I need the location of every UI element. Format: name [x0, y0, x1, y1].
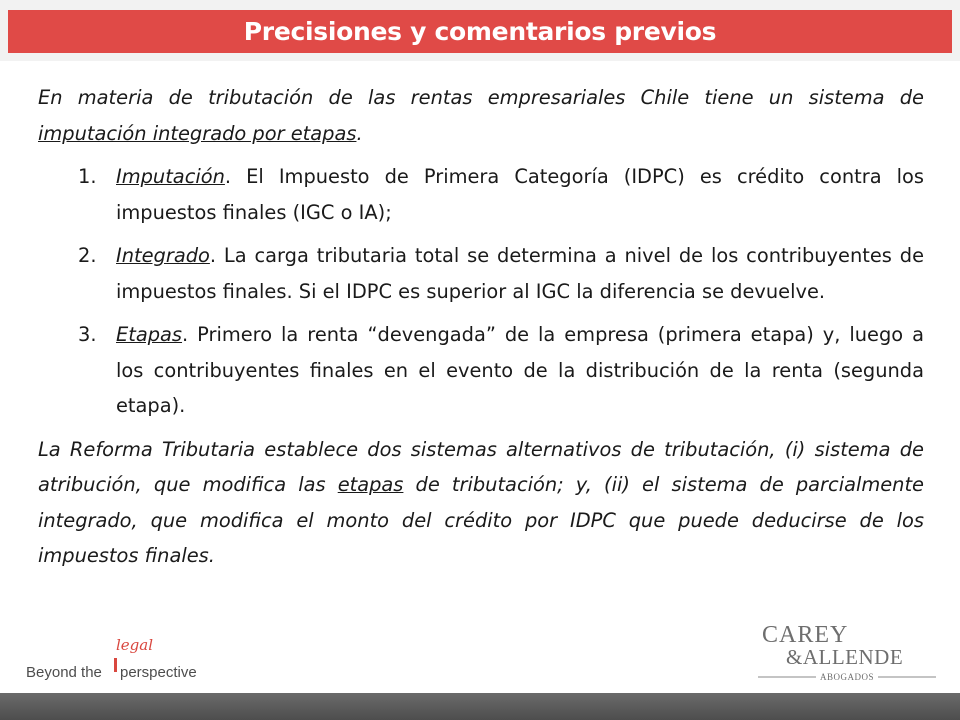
- list-item-number: 1.: [78, 165, 97, 188]
- title-bar: [0, 0, 960, 61]
- slide-body: [38, 80, 924, 574]
- list-item-text: . La carga tributaria total se determina a nivel de los contribuyentes de impuestos finales. Si el IDPC es superior al IGC la diferencia se devuelve.: [116, 244, 924, 303]
- intro-underlined-term: imputación integrado por etapas: [38, 121, 357, 145]
- slide-title: Precisiones y comentarios previos: [243, 17, 717, 46]
- logo-carey-text: CAREY: [762, 622, 849, 648]
- intro-text-after: .: [356, 121, 363, 145]
- intro-paragraph: [38, 80, 924, 151]
- list-item: [38, 317, 924, 424]
- closing-text-before: La Reforma Tributaria establece dos sistemas alternativos de tributación, (i) sistema de atribución, que modifica las: [38, 437, 924, 496]
- intro-text-before: En materia de tributación de las rentas empresariales Chile tiene un sistema de: [38, 86, 924, 109]
- logo-divider-mark: [114, 658, 117, 672]
- title-band: [8, 10, 952, 53]
- closing-paragraph: [38, 432, 924, 574]
- logo-beyond-text: Beyond the: [26, 664, 102, 681]
- list-item-number: 3.: [78, 323, 97, 346]
- bottom-bar: [0, 693, 960, 720]
- closing-text-after: de tributación; y, (ii) el sistema de parcialmente integrado, que modifica el monto del crédito por IDPC que puede deducirse de los impuestos finales.: [38, 473, 924, 567]
- closing-underlined-term: etapas: [337, 473, 404, 496]
- logo-allende-text: &ALLENDE: [786, 645, 904, 669]
- list-item-text: . El Impuesto de Primera Categoría (IDPC) es crédito contra los impuestos finales (IGC o IA);: [116, 165, 924, 224]
- list-item-term: Integrado: [116, 244, 210, 267]
- numbered-list: [38, 159, 924, 424]
- list-item-term: Etapas: [116, 323, 183, 346]
- logo-legal-text: legal: [116, 636, 154, 654]
- beyond-the-perspective-logo: [26, 633, 226, 688]
- logo-perspective-text: perspective: [120, 664, 197, 681]
- list-item: [38, 238, 924, 309]
- carey-allende-logo: [756, 618, 938, 688]
- list-item: [38, 159, 924, 230]
- logo-abogados-text: ABOGADOS: [819, 672, 875, 682]
- list-item-text: . Primero la renta “devengada” de la empresa (primera etapa) y, luego a los contribuyentes finales en el evento de la distribución de la renta (segunda etapa).: [116, 323, 924, 417]
- list-item-term: Imputación: [116, 165, 225, 188]
- list-item-number: 2.: [78, 244, 97, 267]
